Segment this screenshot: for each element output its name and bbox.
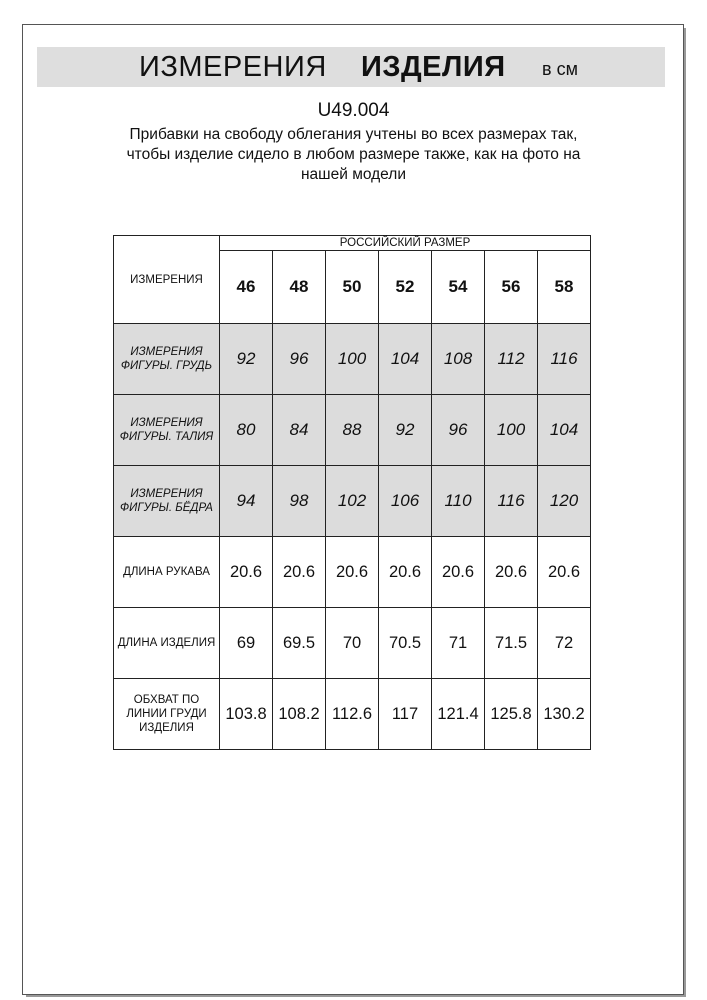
- table-cell: 20.6: [432, 537, 485, 608]
- table-row: [114, 395, 591, 466]
- frame-shadow: [26, 995, 686, 997]
- row-label-line: ОБХВАТ ПО: [133, 694, 200, 706]
- size-header: 52: [379, 251, 432, 324]
- row-label: [114, 395, 220, 466]
- table-row: [114, 466, 591, 537]
- table-cell: 96: [432, 395, 485, 466]
- table-cell: 69: [220, 608, 273, 679]
- row-label-line: ФИГУРЫ. ТАЛИЯ: [119, 431, 214, 443]
- row-label-line: ФИГУРЫ. БЁДРА: [120, 502, 213, 514]
- title-garment: ИЗДЕЛИЯ: [361, 51, 506, 83]
- row-label: [114, 608, 220, 679]
- table-row: [114, 324, 591, 395]
- table-cell: 20.6: [485, 537, 538, 608]
- table-cell: 104: [379, 324, 432, 395]
- table-cell: 94: [220, 466, 273, 537]
- table-cell: 88: [326, 395, 379, 466]
- row-label: [114, 679, 220, 750]
- table-row: [114, 608, 591, 679]
- table-cell: 112: [485, 324, 538, 395]
- corner-label: ИЗМЕРЕНИЯ: [114, 236, 220, 324]
- table-cell: 98: [273, 466, 326, 537]
- row-label: [114, 324, 220, 395]
- size-header: 58: [538, 251, 591, 324]
- row-label-line: ИЗМЕРЕНИЯ: [130, 488, 203, 500]
- table-cell: 117: [379, 679, 432, 750]
- size-header: 46: [220, 251, 273, 324]
- table-cell: 96: [273, 324, 326, 395]
- table-cell: 70.5: [379, 608, 432, 679]
- product-code: U49.004: [317, 100, 390, 121]
- table-cell: 20.6: [220, 537, 273, 608]
- table-cell: 104: [538, 395, 591, 466]
- table-cell: 116: [538, 324, 591, 395]
- size-group-label: РОССИЙСКИЙ РАЗМЕР: [220, 236, 591, 251]
- table-cell: 92: [220, 324, 273, 395]
- row-label-line: ИЗМЕРЕНИЯ: [130, 417, 203, 429]
- size-header: 56: [485, 251, 538, 324]
- table-cell: 103.8: [220, 679, 273, 750]
- row-label-line: ДЛИНА ИЗДЕЛИЯ: [117, 637, 216, 649]
- table-cell: 112.6: [326, 679, 379, 750]
- table-cell: 84: [273, 395, 326, 466]
- table-cell: 102: [326, 466, 379, 537]
- row-label-line: ЛИНИИ ГРУДИ: [126, 708, 207, 720]
- table-cell: 69.5: [273, 608, 326, 679]
- table-cell: 108.2: [273, 679, 326, 750]
- table-cell: 20.6: [273, 537, 326, 608]
- size-table: [113, 235, 591, 750]
- table-row: [114, 537, 591, 608]
- table-cell: 106: [379, 466, 432, 537]
- table-cell: 110: [432, 466, 485, 537]
- title-units: в см: [542, 59, 578, 79]
- row-label-line: ДЛИНА РУКАВА: [123, 566, 210, 578]
- title-measurements: ИЗМЕРЕНИЯ: [139, 51, 327, 83]
- table-cell: 71.5: [485, 608, 538, 679]
- table-cell: 125.8: [485, 679, 538, 750]
- title-banner: [37, 47, 665, 87]
- table-cell: 70: [326, 608, 379, 679]
- table-row: [114, 679, 591, 750]
- row-label-line: ФИГУРЫ. ГРУДЬ: [120, 360, 213, 372]
- table-cell: 130.2: [538, 679, 591, 750]
- table-cell: 20.6: [326, 537, 379, 608]
- size-header: 50: [326, 251, 379, 324]
- table-cell: 100: [485, 395, 538, 466]
- table-cell: 116: [485, 466, 538, 537]
- size-header: 48: [273, 251, 326, 324]
- table-cell: 121.4: [432, 679, 485, 750]
- frame-shadow: [684, 28, 686, 996]
- table-cell: 72: [538, 608, 591, 679]
- table-cell: 20.6: [379, 537, 432, 608]
- row-label-line: ИЗДЕЛИЯ: [139, 722, 194, 734]
- row-label: [114, 466, 220, 537]
- row-label-line: ИЗМЕРЕНИЯ: [130, 346, 203, 358]
- table-cell: 71: [432, 608, 485, 679]
- size-header: 54: [432, 251, 485, 324]
- table-cell: 92: [379, 395, 432, 466]
- fit-note: Прибавки на свободу облегания учтены во всех размерах так, чтобы изделие сидело в любом размере также, как на фото на нашей модели: [126, 126, 581, 183]
- table-cell: 20.6: [538, 537, 591, 608]
- table-cell: 120: [538, 466, 591, 537]
- table-cell: 108: [432, 324, 485, 395]
- row-label: [114, 537, 220, 608]
- table-cell: 80: [220, 395, 273, 466]
- table-cell: 100: [326, 324, 379, 395]
